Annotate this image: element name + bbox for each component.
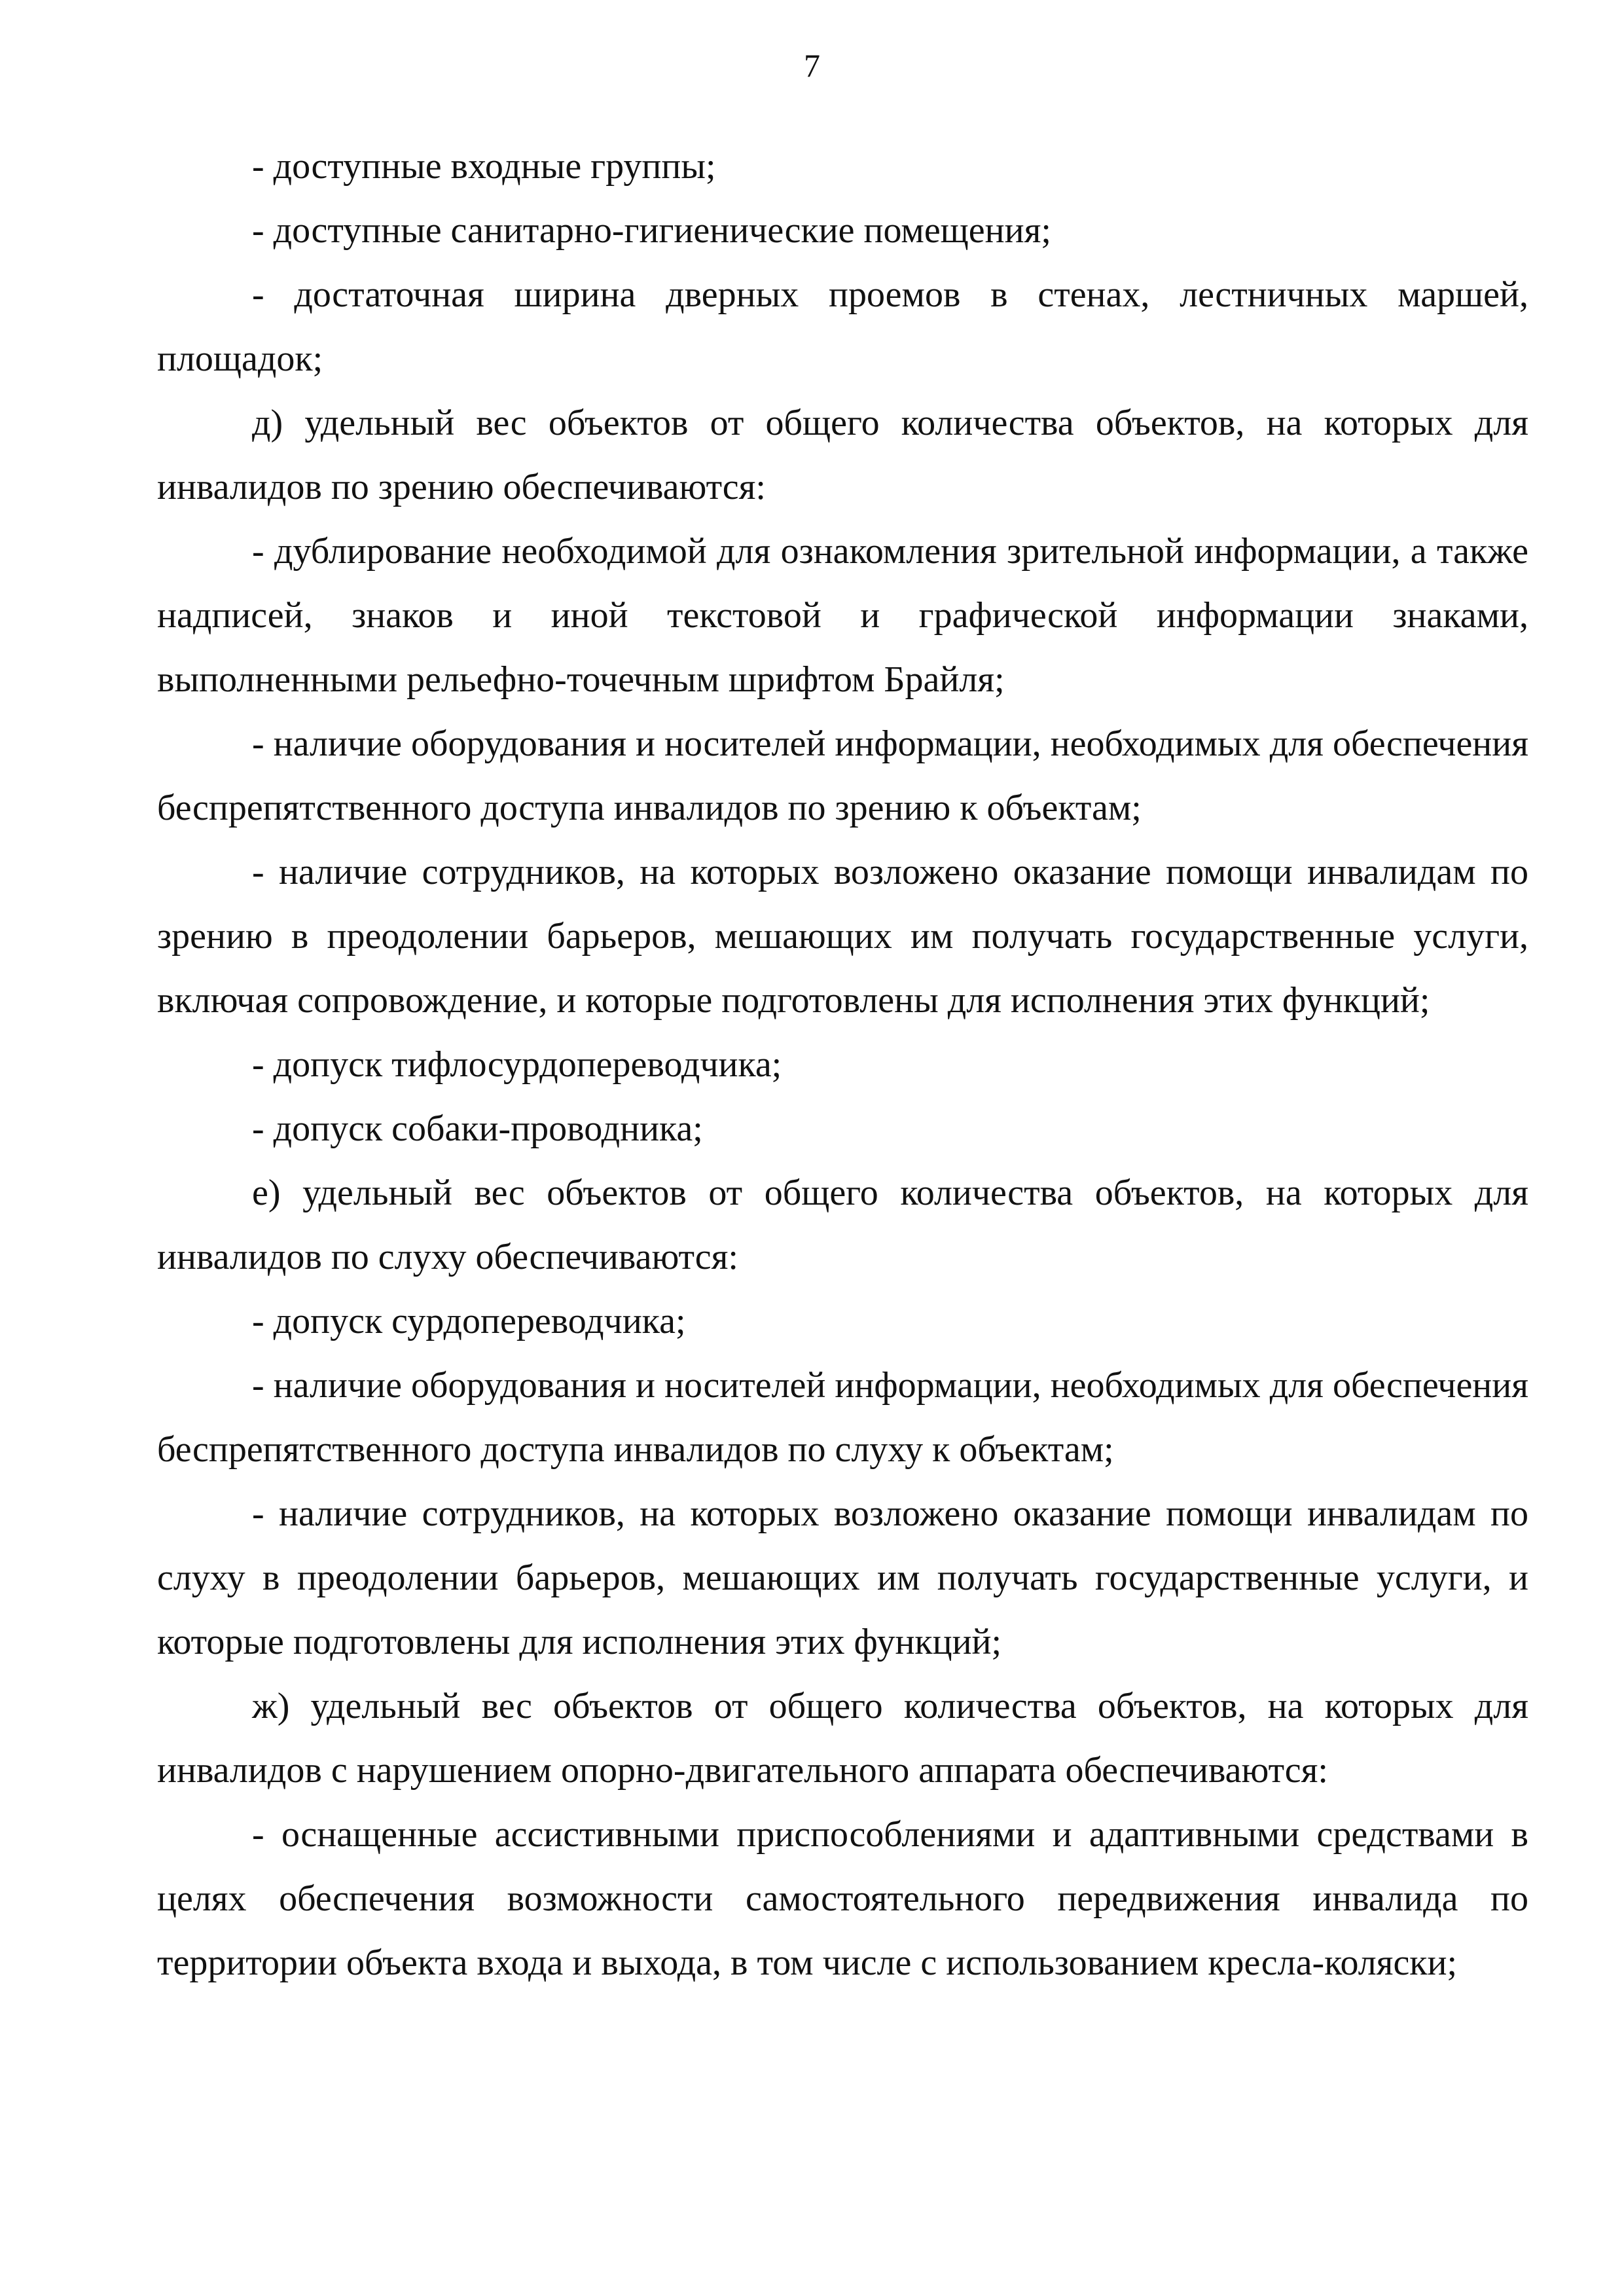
document-body [157, 134, 1528, 1995]
list-item-sign-interpreter: - допуск сурдопереводчика; [252, 1301, 686, 1341]
clause-e-hearing: е) удельный вес объектов от общего количества объектов, на которых для инвалидов по слуху обеспечиваются: [157, 1173, 1528, 1277]
page-number: 7 [804, 47, 820, 84]
list-item-vision-equipment: - наличие оборудования и носителей информации, необходимых для обеспечения беспрепятственного доступа инвалидов по зрению к объектам; [157, 723, 1528, 828]
list-item-hearing-staff: - наличие сотрудников, на которых возложено оказание помощи инвалидам по слуху в преодолении барьеров, мешающих им получать государственные услуги, и которые подготовлены для исполнения этих функций; [157, 1493, 1528, 1662]
clause-d-vision: д) удельный вес объектов от общего количества объектов, на которых для инвалидов по зрению обеспечиваются: [157, 403, 1528, 507]
list-item-braille-duplication: - дублирование необходимой для ознакомления зрительной информации, а также надписей, знаков и иной текстовой и графической информации знаками, выполненными рельефно-точечным шрифтом Брайля; [157, 531, 1528, 700]
list-item-assistive-devices: - оснащенные ассистивными приспособлениями и адаптивными средствами в целях обеспечения возможности самостоятельного передвижения инвалида по территории объекта входа и выхода, в том числе с использованием кресла-коляски; [157, 1814, 1528, 1983]
clause-zh-mobility: ж) удельный вес объектов от общего количества объектов, на которых для инвалидов с нарушением опорно-двигательного аппарата обеспечиваются: [157, 1686, 1528, 1791]
list-item-sanitary-rooms: - доступные санитарно-гигиенические помещения; [252, 210, 1051, 251]
list-item-vision-staff: - наличие сотрудников, на которых возложено оказание помощи инвалидам по зрению в преодолении барьеров, мешающих им получать государственные услуги, включая сопровождение, и которые подготовлены для исполнения этих функций; [157, 852, 1528, 1021]
list-item-hearing-equipment: - наличие оборудования и носителей информации, необходимых для обеспечения беспрепятственного доступа инвалидов по слуху к объектам; [157, 1365, 1528, 1470]
list-item-guide-dog: - допуск собаки-проводника; [252, 1108, 703, 1149]
list-item-entrance-groups: - доступные входные группы; [252, 146, 716, 187]
list-item-tiflo-interpreter: - допуск тифлосурдопереводчика; [252, 1044, 782, 1085]
list-item-door-width: - достаточная ширина дверных проемов в стенах, лестничных маршей, площадок; [157, 274, 1528, 379]
